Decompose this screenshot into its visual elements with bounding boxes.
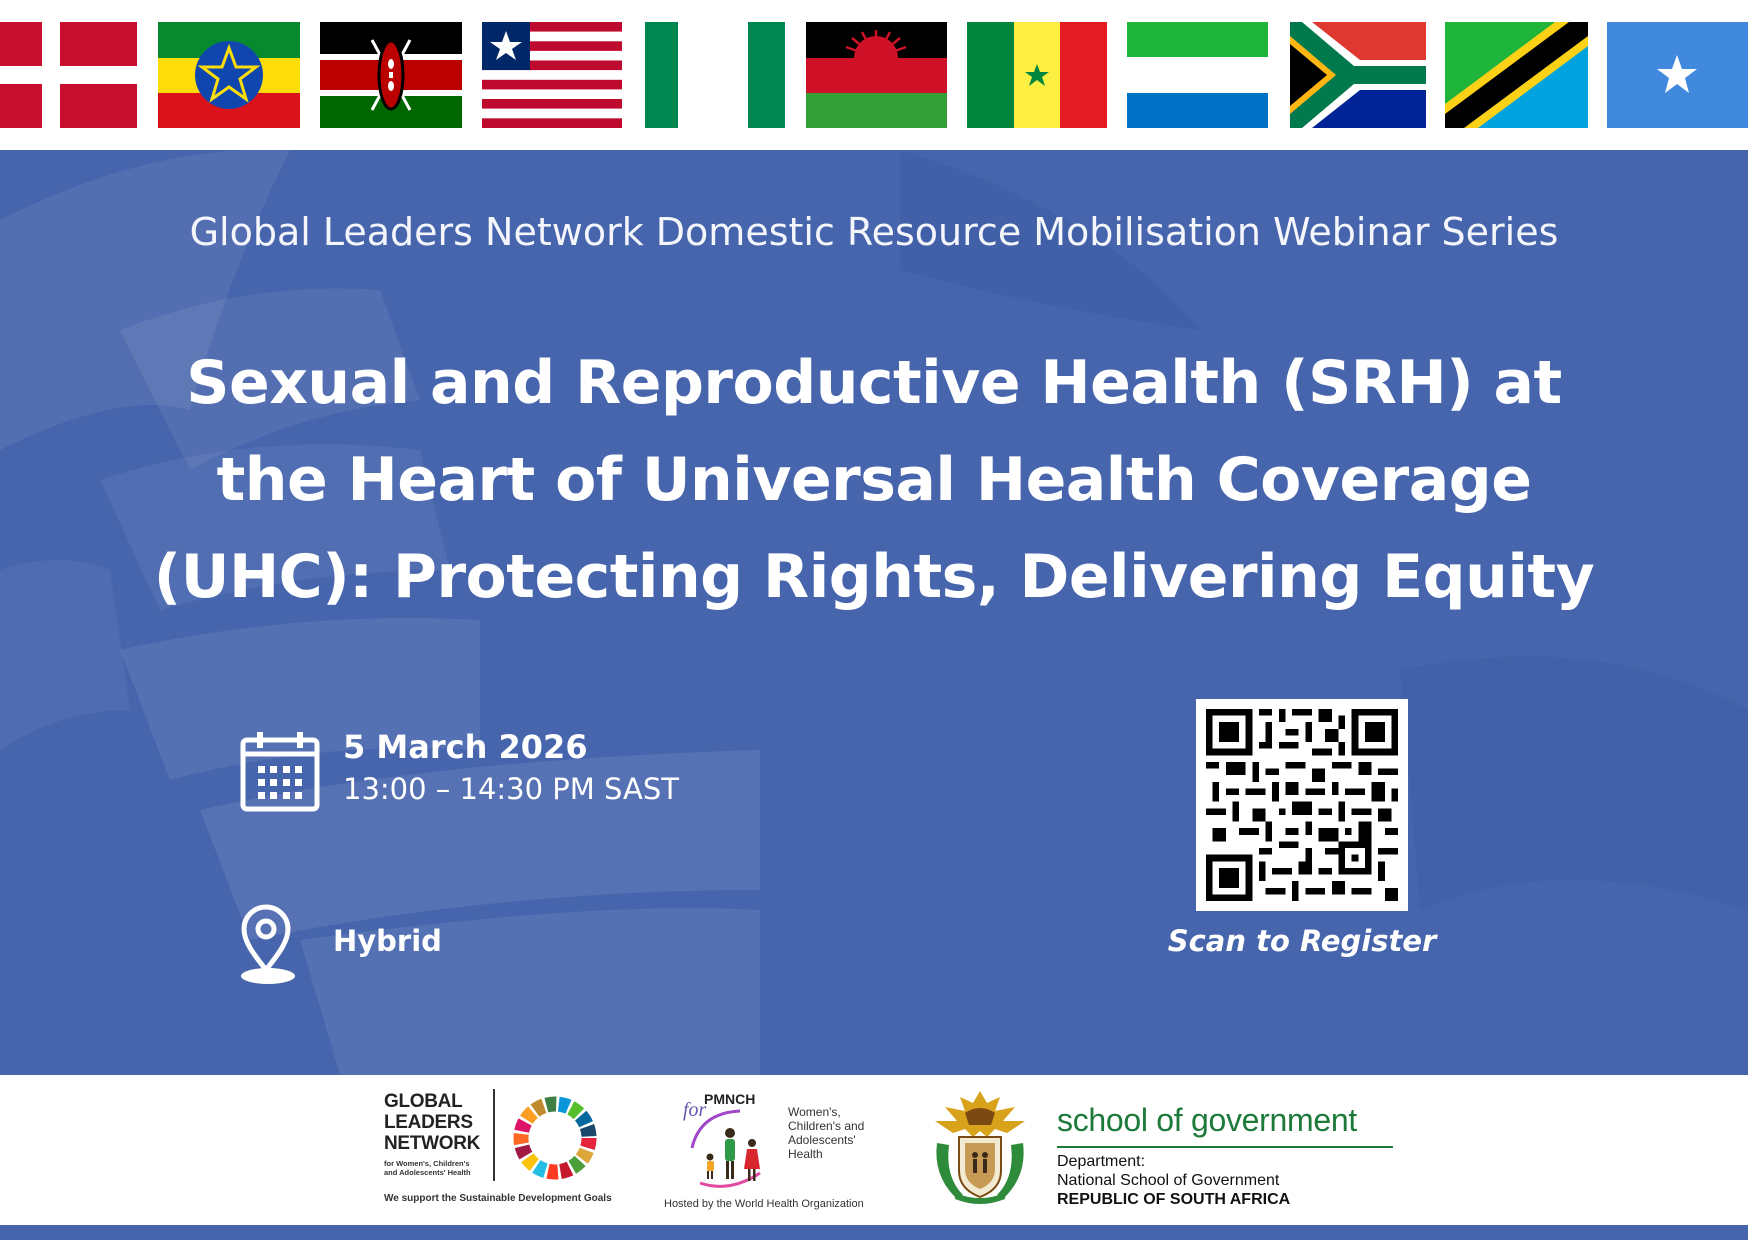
pmnch-desc-line: Adolescents' [788, 1133, 856, 1147]
sdg-support-text: We support the Sustainable Development Goals [384, 1193, 612, 1204]
pmnch-for-text: for [683, 1099, 707, 1121]
pmnch-hosted-text: Hosted by the World Health Organization [664, 1198, 864, 1210]
school-department [1057, 1152, 1290, 1209]
nigeria-flag [645, 22, 785, 128]
gln-logo-title [384, 1091, 480, 1154]
qr-code-icon [1206, 709, 1398, 901]
school-title-rule [1057, 1146, 1393, 1148]
hero-banner [0, 150, 1748, 1075]
gln-subtitle-line: for Women's, Children's [384, 1159, 470, 1168]
school-dept-line: National School of Government [1057, 1172, 1280, 1189]
series-title: Global Leaders Network Domestic Resource Mobilisation Webinar Series [189, 210, 1559, 254]
event-title-line: the Heart of Universal Health Coverage [216, 445, 1532, 515]
pmnch-desc-line: Health [788, 1147, 823, 1161]
ethiopia-flag [158, 22, 300, 128]
flag-bar [0, 0, 1748, 150]
school-of-government-title: school of government [1057, 1102, 1357, 1138]
event-time: 13:00 – 14:30 PM SAST [343, 772, 679, 806]
sierra-leone-flag [1127, 22, 1268, 128]
gln-logo-subtitle [384, 1159, 494, 1177]
liberia-flag [482, 22, 622, 128]
coat-of-arms-icon [925, 1085, 1035, 1205]
senegal-flag [967, 22, 1107, 128]
sdg-wheel-icon [510, 1093, 600, 1183]
malawi-flag [806, 22, 947, 128]
tanzania-flag [1445, 22, 1588, 128]
calendar-icon [240, 730, 320, 812]
somalia-flag [1607, 22, 1748, 128]
denmark-flag [0, 22, 137, 128]
footer-logos [0, 1075, 1748, 1225]
south-africa-flag [1290, 22, 1426, 128]
event-title-line: (UHC): Protecting Rights, Delivering Equity [153, 542, 1595, 612]
pmnch-desc-line: Children's and [788, 1119, 865, 1133]
event-location: Hybrid [333, 924, 442, 958]
location-pin-icon [238, 904, 304, 986]
school-country: REPUBLIC OF SOUTH AFRICA [1057, 1191, 1291, 1208]
school-dept-line: Department: [1057, 1153, 1146, 1170]
pmnch-logo-title: PMNCH [704, 1091, 756, 1107]
event-title-line: Sexual and Reproductive Health (SRH) at [186, 348, 1562, 418]
gln-subtitle-line: and Adolescents' Health [384, 1168, 471, 1177]
gln-logo-line: NETWORK [384, 1133, 481, 1154]
gln-logo-line: LEADERS [384, 1112, 473, 1133]
scan-to-register-label: Scan to Register [1167, 924, 1437, 958]
pmnch-desc-line: Women's, [788, 1105, 841, 1119]
logo-divider [493, 1089, 495, 1181]
qr-code[interactable] [1196, 699, 1408, 911]
bottom-stripe [0, 1225, 1748, 1240]
kenya-flag [320, 22, 462, 128]
pmnch-description [788, 1105, 864, 1161]
event-date: 5 March 2026 [343, 728, 588, 766]
event-title [80, 335, 1668, 626]
gln-logo-line: GLOBAL [384, 1091, 463, 1112]
